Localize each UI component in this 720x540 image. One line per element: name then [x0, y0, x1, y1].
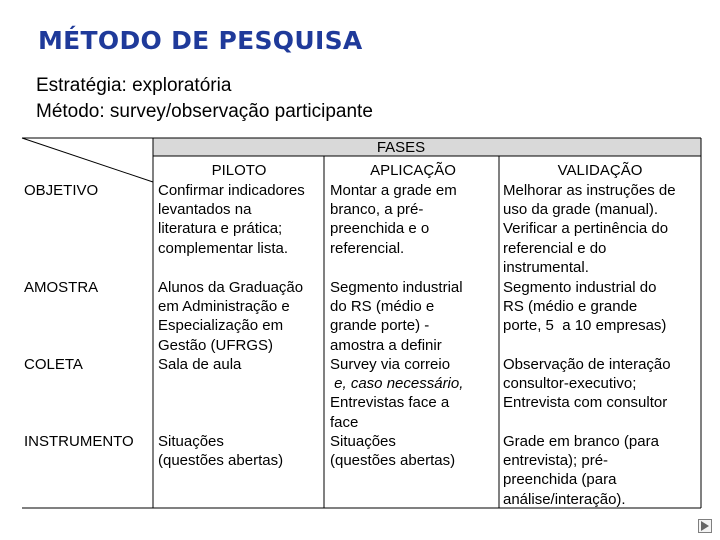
cell-piloto-line: Confirmar indicadores [158, 182, 305, 199]
cell-aplicacao-line: Situações [330, 433, 396, 450]
next-slide-button[interactable] [698, 519, 712, 533]
cell-piloto-line: em Administração e [158, 298, 290, 316]
cell-piloto-line: complementar lista. [158, 239, 289, 257]
cell-aplicacao-line: (questões abertas) [330, 452, 456, 470]
fases-header-background [153, 138, 701, 156]
cell-validacao-line: preenchida (para [503, 471, 617, 489]
cell-piloto-line: Situações [158, 433, 224, 450]
strategy-line: Estratégia: exploratória [36, 75, 232, 96]
cell-aplicacao-line: grande porte) - [330, 317, 430, 335]
cell-aplicacao-line: Montar a grade em [330, 182, 457, 199]
column-header: PILOTO [211, 162, 267, 179]
cell-piloto-line: Especialização em [158, 317, 284, 335]
cell-validacao-line: porte, 5 a 10 empresas) [503, 317, 667, 335]
column-header: VALIDAÇÃO [557, 162, 643, 179]
fases-header: FASES [376, 139, 426, 156]
method-line: Método: survey/observação participante [36, 101, 373, 122]
cell-validacao-line: Observação de interação [503, 356, 671, 373]
cell-piloto-line: Sala de aula [158, 356, 242, 373]
cell-validacao-line: uso da grade (manual). [503, 201, 659, 219]
cell-validacao-line: análise/interação). [503, 490, 626, 508]
cell-validacao-line: referencial e do [503, 239, 607, 257]
cell-validacao-line: entrevista); pré- [503, 452, 609, 470]
cell-validacao-line: consultor-executivo; [503, 375, 637, 393]
cell-aplicacao-line: Survey via correio [330, 356, 451, 373]
cell-piloto-line: (questões abertas) [158, 452, 284, 470]
cell-aplicacao-line: preenchida e o [330, 220, 430, 238]
cell-aplicacao-line: face [330, 413, 359, 431]
cell-validacao-line: Segmento industrial do [503, 279, 657, 296]
column-header: APLICAÇÃO [370, 162, 456, 179]
cell-aplicacao-line: e, caso necessário, [330, 375, 464, 393]
cell-aplicacao-line: referencial. [330, 239, 405, 257]
cell-piloto-line: literatura e prática; [158, 220, 283, 238]
cell-validacao-line: RS (médio e grande [503, 298, 638, 316]
cell-piloto-line: Alunos da Graduação [158, 279, 304, 296]
row-label: COLETA [24, 356, 83, 373]
cell-aplicacao-line: Entrevistas face a [330, 394, 450, 412]
cell-aplicacao-line: amostra a definir [330, 336, 442, 354]
cell-validacao-line: Entrevista com consultor [503, 394, 668, 412]
cell-validacao-line: instrumental. [503, 258, 589, 276]
row-label: INSTRUMENTO [24, 433, 134, 450]
cell-validacao-line: Grade em branco (para [503, 433, 659, 450]
diagonal-line [22, 138, 153, 182]
cell-aplicacao-line: do RS (médio e [330, 298, 435, 316]
row-label: OBJETIVO [24, 182, 99, 199]
next-slide-icon [701, 521, 709, 531]
cell-validacao-line: Verificar a pertinência do [503, 220, 669, 238]
page-title: MÉTODO DE PESQUISA [38, 26, 363, 55]
cell-piloto-line: Gestão (UFRGS) [158, 336, 274, 354]
cell-piloto-line: levantados na [158, 201, 252, 219]
cell-aplicacao-line: branco, a pré- [330, 201, 424, 219]
cell-aplicacao-line: Segmento industrial [330, 279, 463, 296]
cell-validacao-line: Melhorar as instruções de [503, 182, 676, 199]
row-label: AMOSTRA [24, 279, 99, 296]
